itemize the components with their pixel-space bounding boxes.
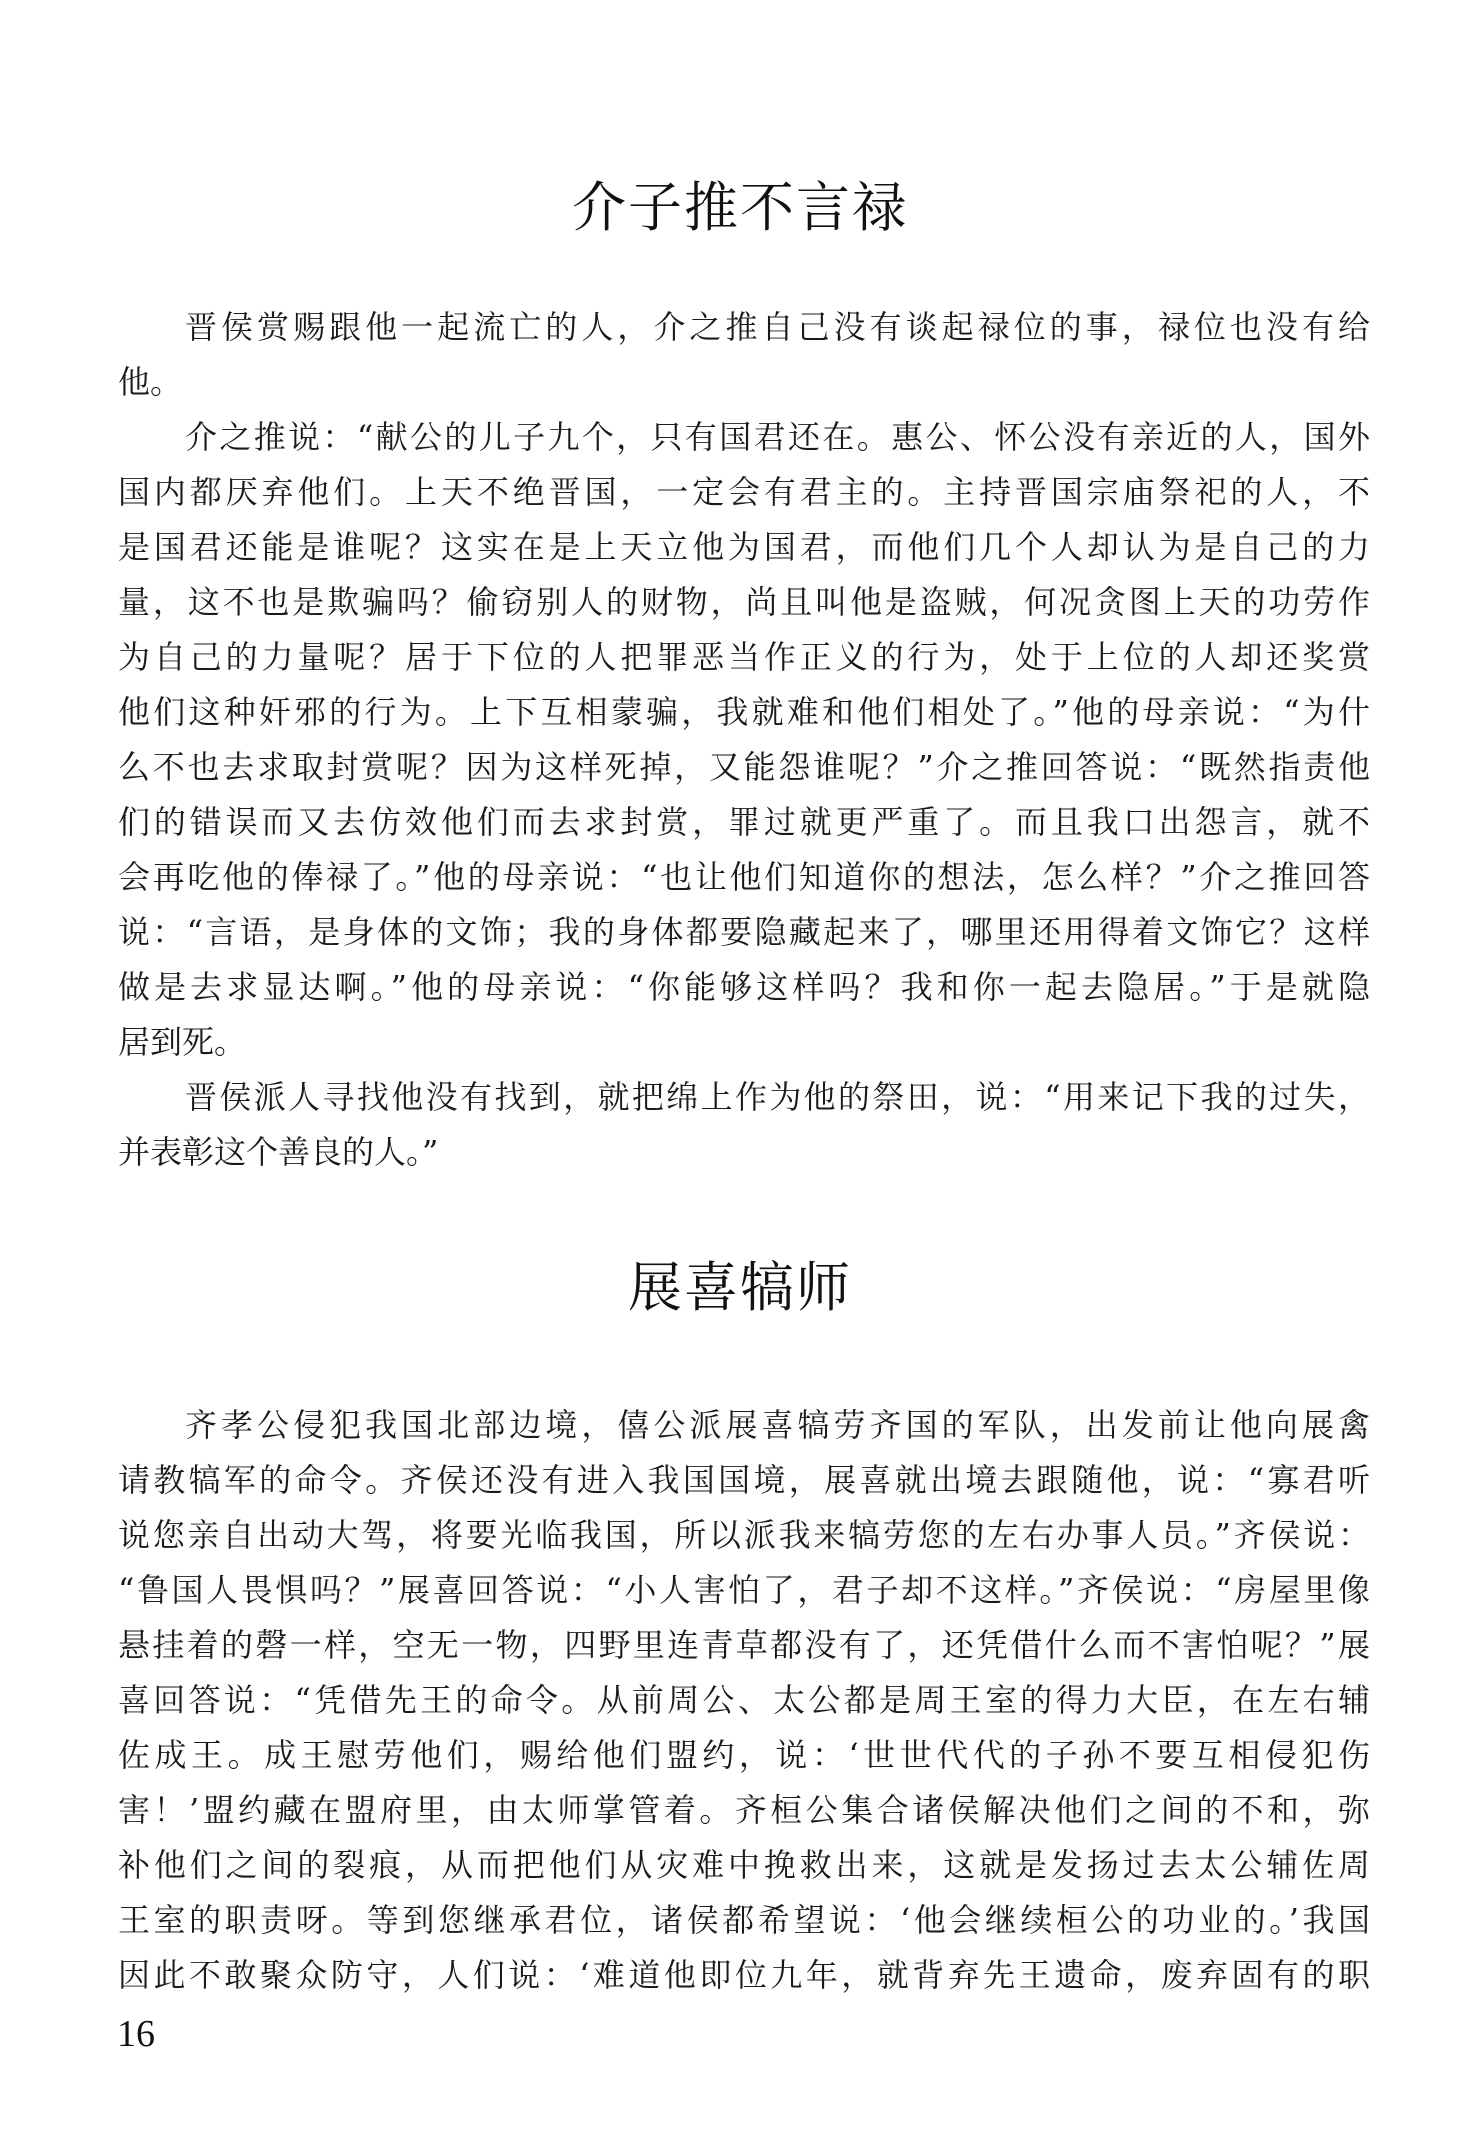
text-line: 王室的职责呀。等到您继承君位，诸侯都希望说：‘他会继续桓公的功业的。’我国: [118, 1901, 1370, 1939]
text-line: 喜回答说：“凭借先王的命令。从前周公、太公都是周王室的得力大臣，在左右辅: [118, 1681, 1370, 1719]
text-line: 他。: [118, 363, 183, 401]
text-line: 佐成王。成王慰劳他们，赐给他们盟约，说：‘世世代代的子孙不要互相侵犯伤: [118, 1736, 1370, 1774]
page-number: 16: [117, 2013, 155, 2055]
text-line: 因此不敢聚众防守，人们说：‘难道他即位九年，就背弃先王遗命，废弃固有的职: [118, 1956, 1370, 1994]
text-line: 国内都厌弃他们。上天不绝晋国，一定会有君主的。主持晋国宗庙祭祀的人，不: [118, 473, 1370, 511]
text-line: 量，这不也是欺骗吗？偷窃别人的财物，尚且叫他是盗贼，何况贪图上天的功劳作: [118, 583, 1370, 621]
text-line: 并表彰这个善良的人。”: [118, 1133, 439, 1171]
text-line: 介之推说：“献公的儿子九个，只有国君还在。惠公、怀公没有亲近的人，国外: [185, 418, 1370, 456]
text-line: 说您亲自出动大驾，将要光临我国，所以派我来犒劳您的左右办事人员。”齐侯说：: [118, 1516, 1370, 1554]
section-body: [118, 300, 1370, 1180]
text-line: “鲁国人畏惧吗？”展喜回答说：“小人害怕了，君子却不这样。”齐侯说：“房屋里像: [118, 1571, 1370, 1609]
text-line: 请教犒军的命令。齐侯还没有进入我国国境，展喜就出境去跟随他，说：“寡君听: [118, 1461, 1370, 1499]
section-body: [118, 1398, 1370, 2003]
section-title: 介子推不言禄: [572, 176, 908, 239]
text-line: 居到死。: [118, 1023, 247, 1061]
text-line: 害！’盟约藏在盟府里，由太师掌管着。齐桓公集合诸侯解决他们之间的不和，弥: [118, 1791, 1370, 1829]
section-title: 展喜犒师: [628, 1256, 852, 1319]
text-line: 补他们之间的裂痕，从而把他们从灾难中挽救出来，这就是发扬过去太公辅佐周: [118, 1846, 1370, 1884]
text-line: 晋侯派人寻找他没有找到，就把绵上作为他的祭田，说：“用来记下我的过失，: [185, 1078, 1370, 1116]
text-line: 做是去求显达啊。”他的母亲说：“你能够这样吗？我和你一起去隐居。”于是就隐: [118, 968, 1370, 1006]
text-line: 齐孝公侵犯我国北部边境，僖公派展喜犒劳齐国的军队，出发前让他向展禽: [185, 1406, 1370, 1444]
text-line: 他们这种奸邪的行为。上下互相蒙骗，我就难和他们相处了。”他的母亲说：“为什: [118, 693, 1370, 731]
text-line: 们的错误而又去仿效他们而去求封赏，罪过就更严重了。而且我口出怨言，就不: [118, 803, 1370, 841]
text-line: 说：“言语，是身体的文饰；我的身体都要隐藏起来了，哪里还用得着文饰它？这样: [118, 913, 1370, 951]
text-line: 悬挂着的磬一样，空无一物，四野里连青草都没有了，还凭借什么而不害怕呢？”展: [118, 1626, 1370, 1664]
text-line: 为自己的力量呢？居于下位的人把罪恶当作正义的行为，处于上位的人却还奖赏: [118, 638, 1370, 676]
text-line: 会再吃他的俸禄了。”他的母亲说：“也让他们知道你的想法，怎么样？”介之推回答: [118, 858, 1370, 896]
text-line: 么不也去求取封赏呢？因为这样死掉，又能怨谁呢？”介之推回答说：“既然指责他: [118, 748, 1370, 786]
text-line: 晋侯赏赐跟他一起流亡的人，介之推自己没有谈起禄位的事，禄位也没有给: [185, 308, 1370, 346]
text-line: 是国君还能是谁呢？这实在是上天立他为国君，而他们几个人却认为是自己的力: [118, 528, 1370, 566]
